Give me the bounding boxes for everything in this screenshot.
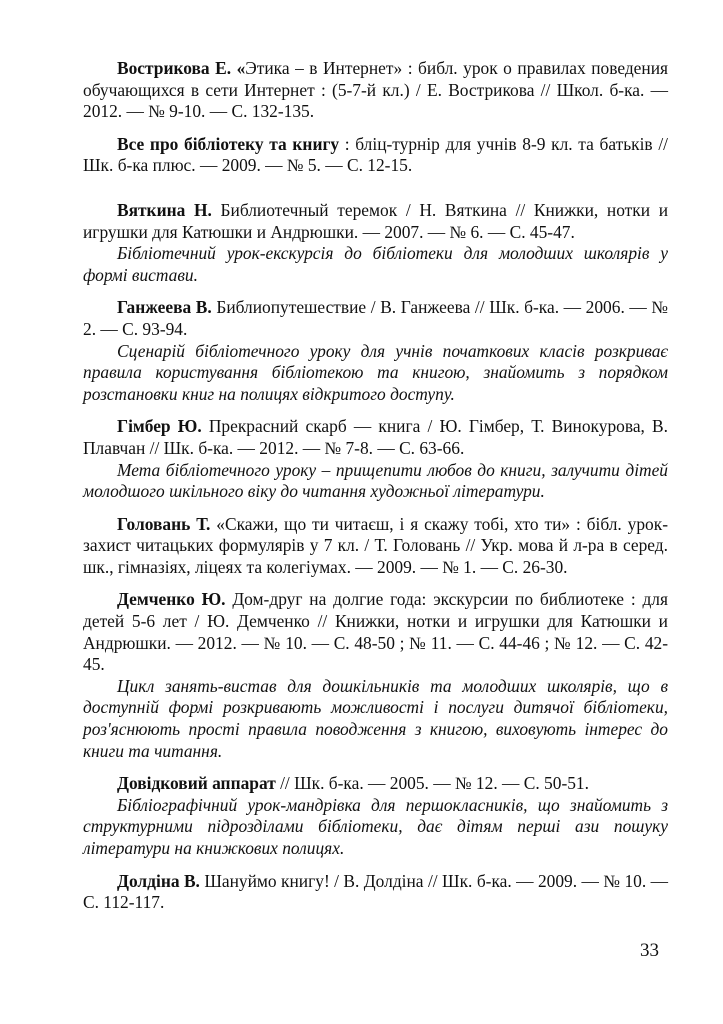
entry-citation	[83, 58, 668, 123]
entry-author: Вострикова Е. «	[117, 58, 246, 78]
entry-citation	[83, 871, 668, 914]
bibliography-entry	[83, 589, 668, 762]
entry-citation	[83, 514, 668, 579]
entry-author: Демченко Ю.	[117, 589, 226, 610]
bibliography-entry	[83, 514, 668, 579]
entry-annotation: Цикл занять-вистав для дошкільників та молодших школярів, що в доступній формі розкривають можливості і послуги дитячої бібліотеки, роз'яснюють прості правила поводження з книгою, виховують інтерес до книги та читання.	[83, 675, 668, 761]
bibliography-entry	[83, 58, 668, 123]
entry-text: : бліц-турнір для учнів 8-9 кл. та батьків // Шк. б-ка плюс. — 2009. — № 5. — С. 12-15.	[83, 133, 668, 176]
bibliography-list	[83, 58, 668, 925]
entry-annotation: Мета бібліотечного уроку – прищепити любов до книги, залучити дітей молодшого шкільного віку до читання художньої літератури.	[83, 459, 668, 502]
bibliography-entry	[83, 134, 668, 177]
entry-text: Этика – в Интернет» : библ. урок о правилах поведения обучающихся в сети Интернет : (5-7-й кл.) / Е. Вострикова // Школ. б-ка. — 2012. — № 9-10. — С. 132-135.	[83, 58, 669, 122]
entry-text: Прекрасний скарб — книга / Ю. Гімбер, Т. Винокурова, В. Плавчан // Шк. б-ка. — 2012. — № 7-8. — С. 63-66.	[83, 416, 668, 458]
entry-author: Ганжеева В.	[117, 297, 212, 318]
entry-citation	[83, 200, 668, 243]
entry-text: Библиотечный теремок / Н. Вяткина // Книжки, нотки и игрушки для Катюшки и Андрюшки. — 2007. — № 6. — С. 45-47.	[83, 199, 669, 242]
page-number: 33	[640, 940, 659, 961]
entry-annotation: Бібліографічний урок-мандрівка для першокласників, що знайомить з структурними підрозділами бібліотеки, дає дітям перші ази пошуку літератури на книжкових полицях.	[83, 794, 668, 858]
entry-text: Библиопутешествие / В. Ганжеева // Шк. б-ка. — 2006. — № 2. — С. 93-94.	[83, 297, 668, 339]
entry-annotation: Сценарій бібліотечного уроку для учнів початкових класів розкриває правила користування бібліотекою та книгою, знайомить з порядком розстановки книг на полицях відкритого доступу.	[83, 340, 668, 404]
bibliography-entry	[83, 871, 668, 914]
bibliography-entry	[83, 200, 668, 286]
entry-author: Гімбер Ю.	[117, 416, 202, 437]
entry-author: Вяткина Н.	[117, 199, 212, 220]
entry-text: Шануймо книгу! / В. Долдіна // Шк. б-ка. — 2009. — № 10. — С. 112-117.	[83, 870, 669, 913]
bibliography-entry	[83, 297, 668, 405]
entry-text: // Шк. б-ка. — 2005. — № 12. — С. 50-51.	[275, 773, 589, 794]
entry-citation	[83, 134, 668, 177]
entry-citation	[83, 416, 668, 459]
entry-citation	[83, 773, 668, 795]
entry-text: Дом-друг на долгие года: экскурсии по библиотеке : для детей 5-6 лет / Ю. Демченко // Книжки, нотки и игрушки для Катюшки и Андрюшки. — 2012. — № 10. — С. 48-50 ; № 11. — С. 44-46 ; № 12. — С. 42-45.	[83, 589, 668, 675]
entry-author: Все про бібліотеку та книгу	[117, 133, 340, 154]
entry-author: Головань Т.	[117, 513, 211, 534]
entry-annotation: Бібліотечний урок-екскурсія до бібліотеки для молодших школярів у формі вистави.	[83, 243, 668, 285]
entry-author: Долдіна В.	[117, 870, 200, 891]
bibliography-entry	[83, 416, 668, 502]
entry-citation	[83, 589, 668, 675]
entry-author: Довідковий аппарат	[117, 773, 276, 794]
entry-citation	[83, 297, 668, 340]
entry-text: «Скажи, що ти читаєш, і я скажу тобі, хто ти» : бібл. урок-захист читацьких формулярів у 7 кл. / Т. Головань // Укр. мова й л-ра в серед. шк., гімназіях, ліцеях та колегіумах. — 2009. — № 1. — С. 26-30.	[83, 513, 668, 577]
bibliography-entry	[83, 773, 668, 859]
